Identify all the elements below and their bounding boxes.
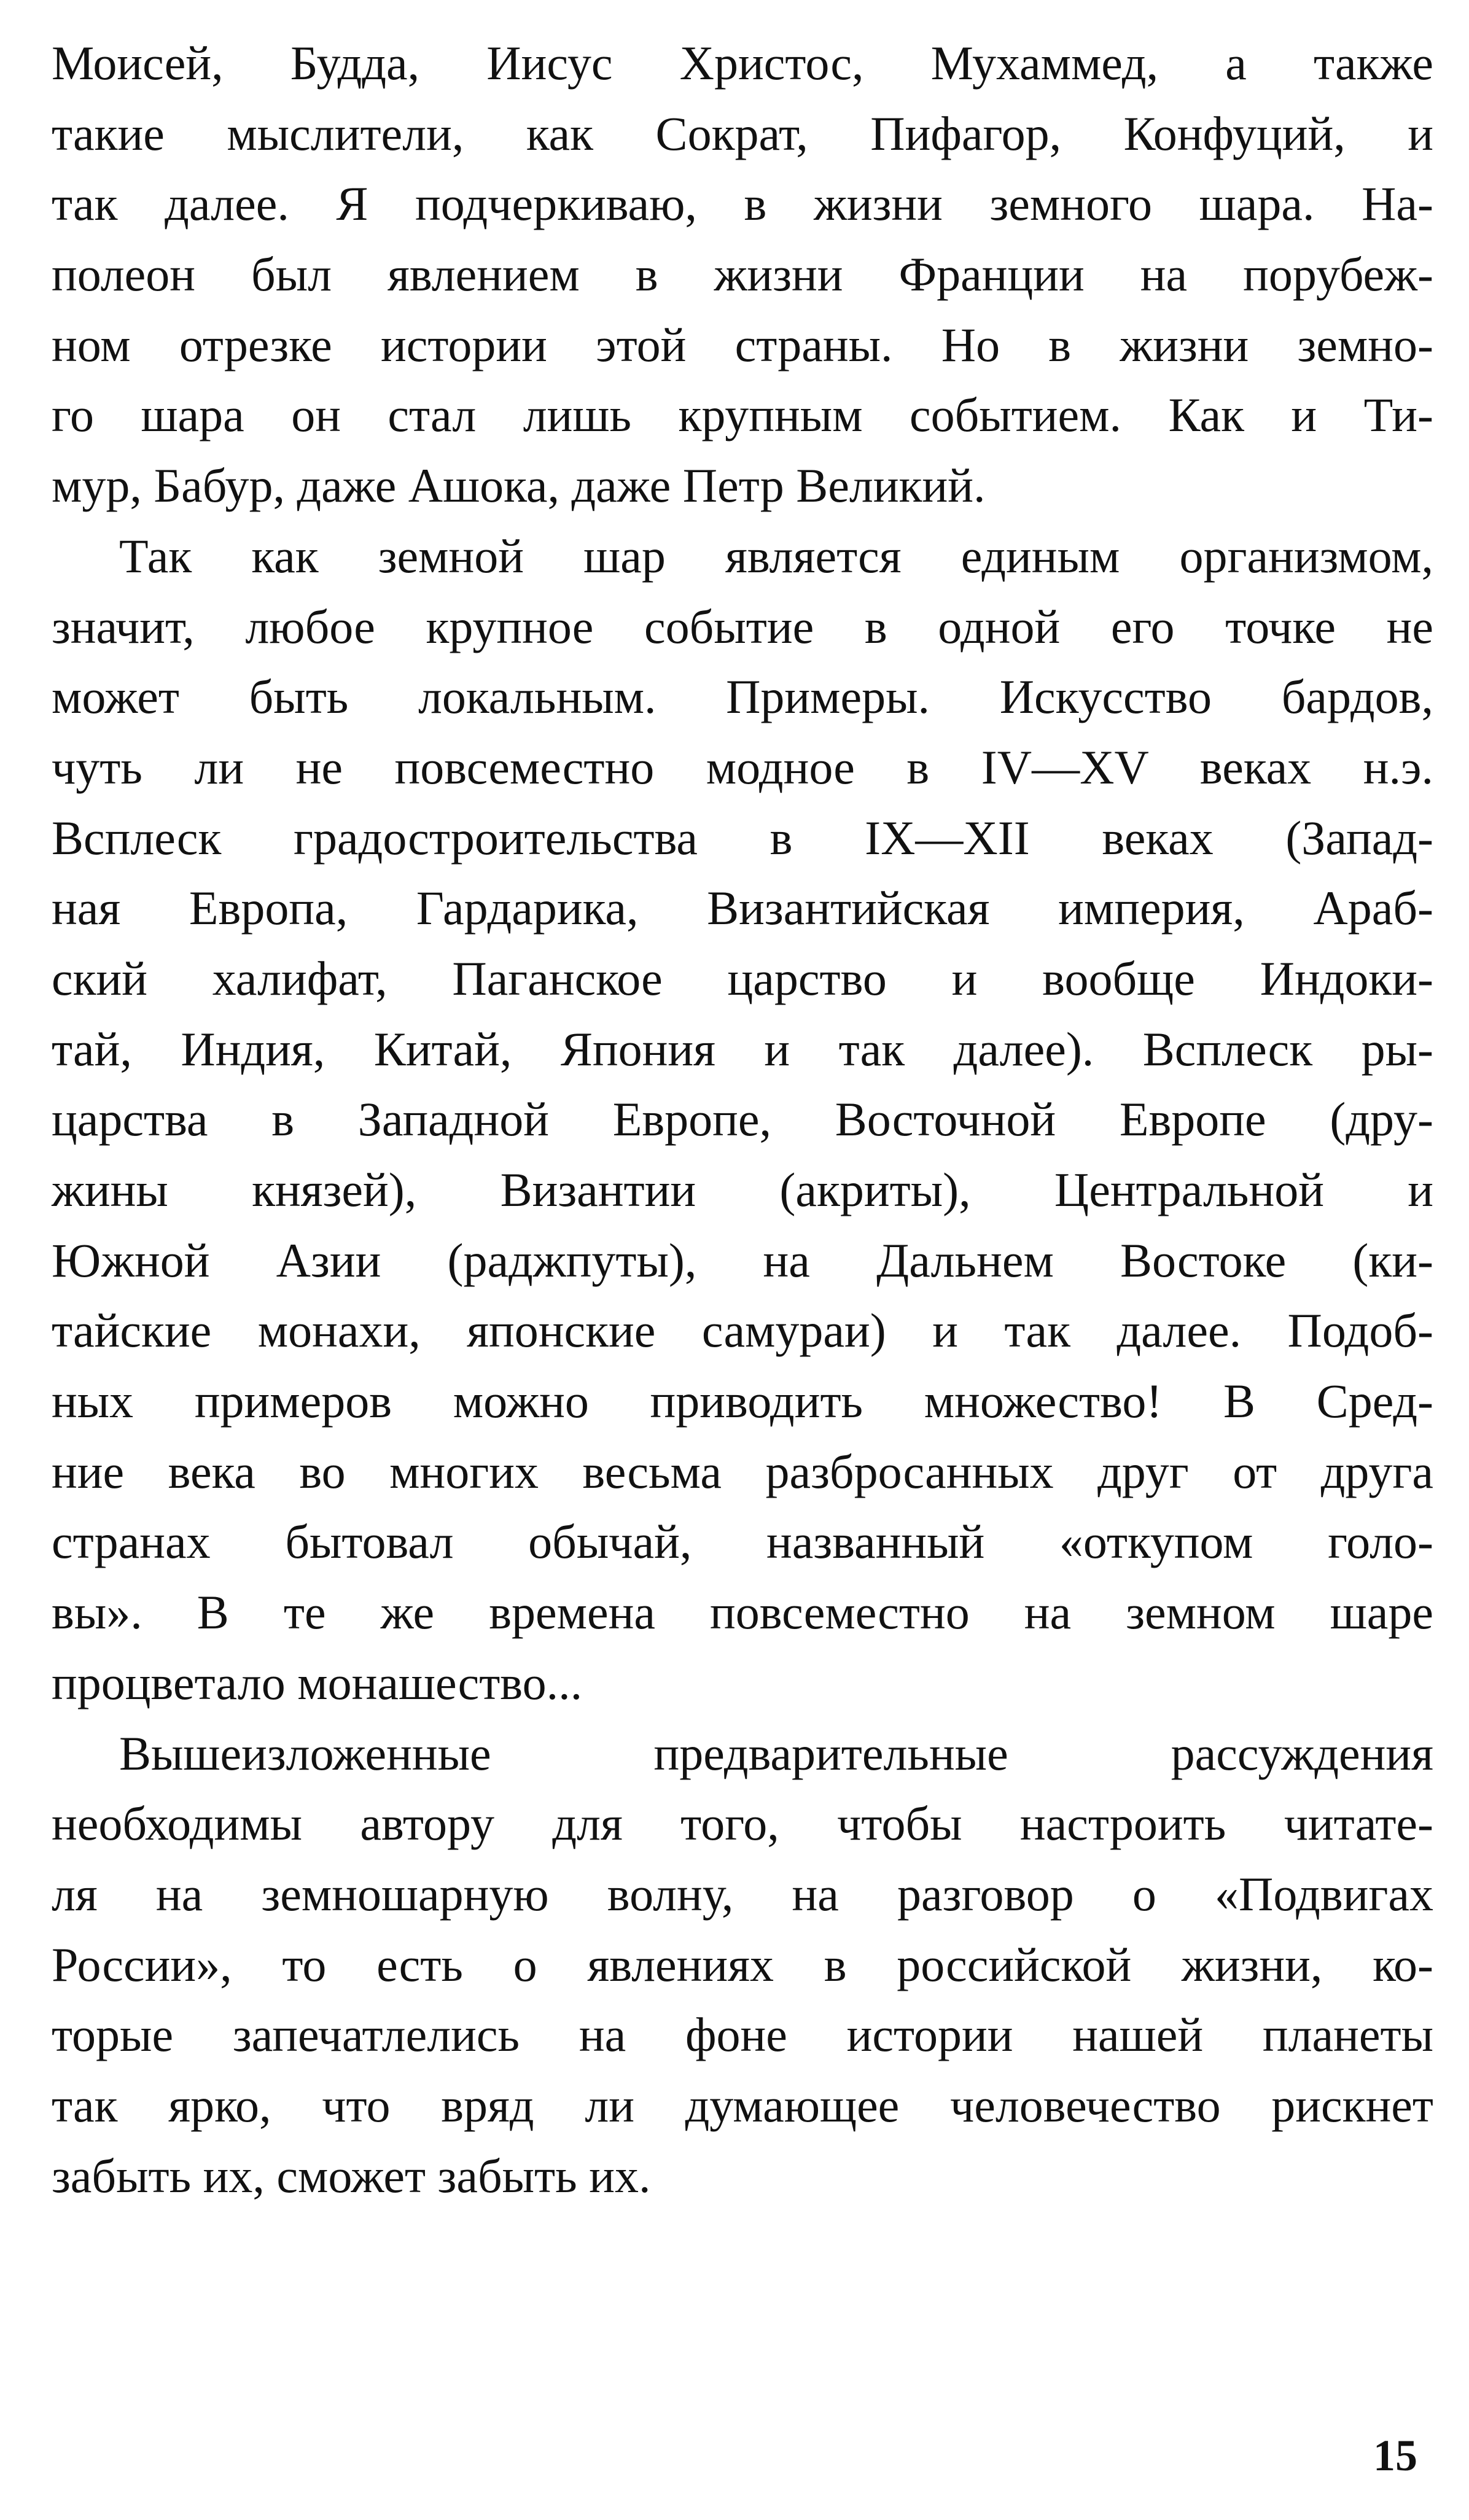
text-line: вы». В те же времена повсеместно на земном шаре bbox=[52, 1585, 1433, 1639]
text-line: странах бытовал обычай, названный «откупом голо- bbox=[52, 1515, 1433, 1569]
text-line: значит, любое крупное событие в одной его точке не bbox=[52, 599, 1433, 653]
page-number: 15 bbox=[1373, 2431, 1417, 2480]
text-line: ский халифат, Паганское царство и вообще Индоки- bbox=[52, 951, 1433, 1005]
text-line: торые запечатлелись на фоне истории нашей планеты bbox=[52, 2008, 1433, 2062]
text-line: полеон был явлением в жизни Франции на порубеж- bbox=[52, 247, 1433, 301]
text-line: жины князей), Византии (акриты), Центральной и bbox=[52, 1163, 1433, 1216]
text-line: тайские монахи, японские самураи) и так далее. Подоб- bbox=[52, 1304, 1433, 1358]
text-line: такие мыслители, как Сократ, Пифагор, Конфуций, и bbox=[52, 106, 1433, 160]
body-text bbox=[52, 28, 1433, 2211]
text-line: ние века во многих весьма разбросанных друг от друга bbox=[52, 1444, 1433, 1498]
text-line: мур, Бабур, даже Ашока, даже Петр Великий. bbox=[52, 459, 986, 513]
text-line: Южной Азии (раджпуты), на Дальнем Востоке (ки- bbox=[52, 1233, 1433, 1287]
text-line: царства в Западной Европе, Восточной Европе (дру- bbox=[52, 1092, 1433, 1146]
text-line: чуть ли не повсеместно модное в IV—XV веках н.э. bbox=[52, 740, 1433, 794]
text-line: так ярко, что вряд ли думающее человечество рискнет bbox=[52, 2078, 1433, 2132]
text-line: так далее. Я подчеркиваю, в жизни земного шара. На- bbox=[52, 177, 1433, 231]
text-line: тай, Индия, Китай, Япония и так далее). Всплеск ры- bbox=[52, 1022, 1433, 1076]
text-line: России», то есть о явлениях в российской жизни, ко- bbox=[52, 1937, 1433, 1991]
text-line: го шара он стал лишь крупным событием. Как и Ти- bbox=[52, 388, 1433, 442]
text-line: процветало монашество... bbox=[52, 1655, 583, 1709]
text-line: необходимы автору для того, чтобы настроить читате- bbox=[52, 1797, 1433, 1851]
text-line: ных примеров можно приводить множество! В Сред- bbox=[52, 1374, 1433, 1428]
text-line: Моисей, Будда, Иисус Христос, Мухаммед, а также bbox=[52, 36, 1433, 90]
text-line: Всплеск градостроительства в IX—XII веках (Запад- bbox=[52, 811, 1433, 865]
text-line: ля на земношарную волну, на разговор о «Подвигах bbox=[52, 1867, 1433, 1921]
text-line: забыть их, сможет забыть их. bbox=[52, 2149, 651, 2203]
text-line: может быть локальным. Примеры. Искусство бардов, bbox=[52, 670, 1433, 724]
text-line: Вышеизложенные предварительные рассуждения bbox=[119, 1726, 1433, 1780]
text-line: Так как земной шар является единым организмом, bbox=[119, 529, 1433, 583]
text-line: ная Европа, Гардарика, Византийская империя, Араб- bbox=[52, 881, 1433, 935]
text-line: ном отрезке истории этой страны. Но в жизни земно- bbox=[52, 317, 1433, 371]
